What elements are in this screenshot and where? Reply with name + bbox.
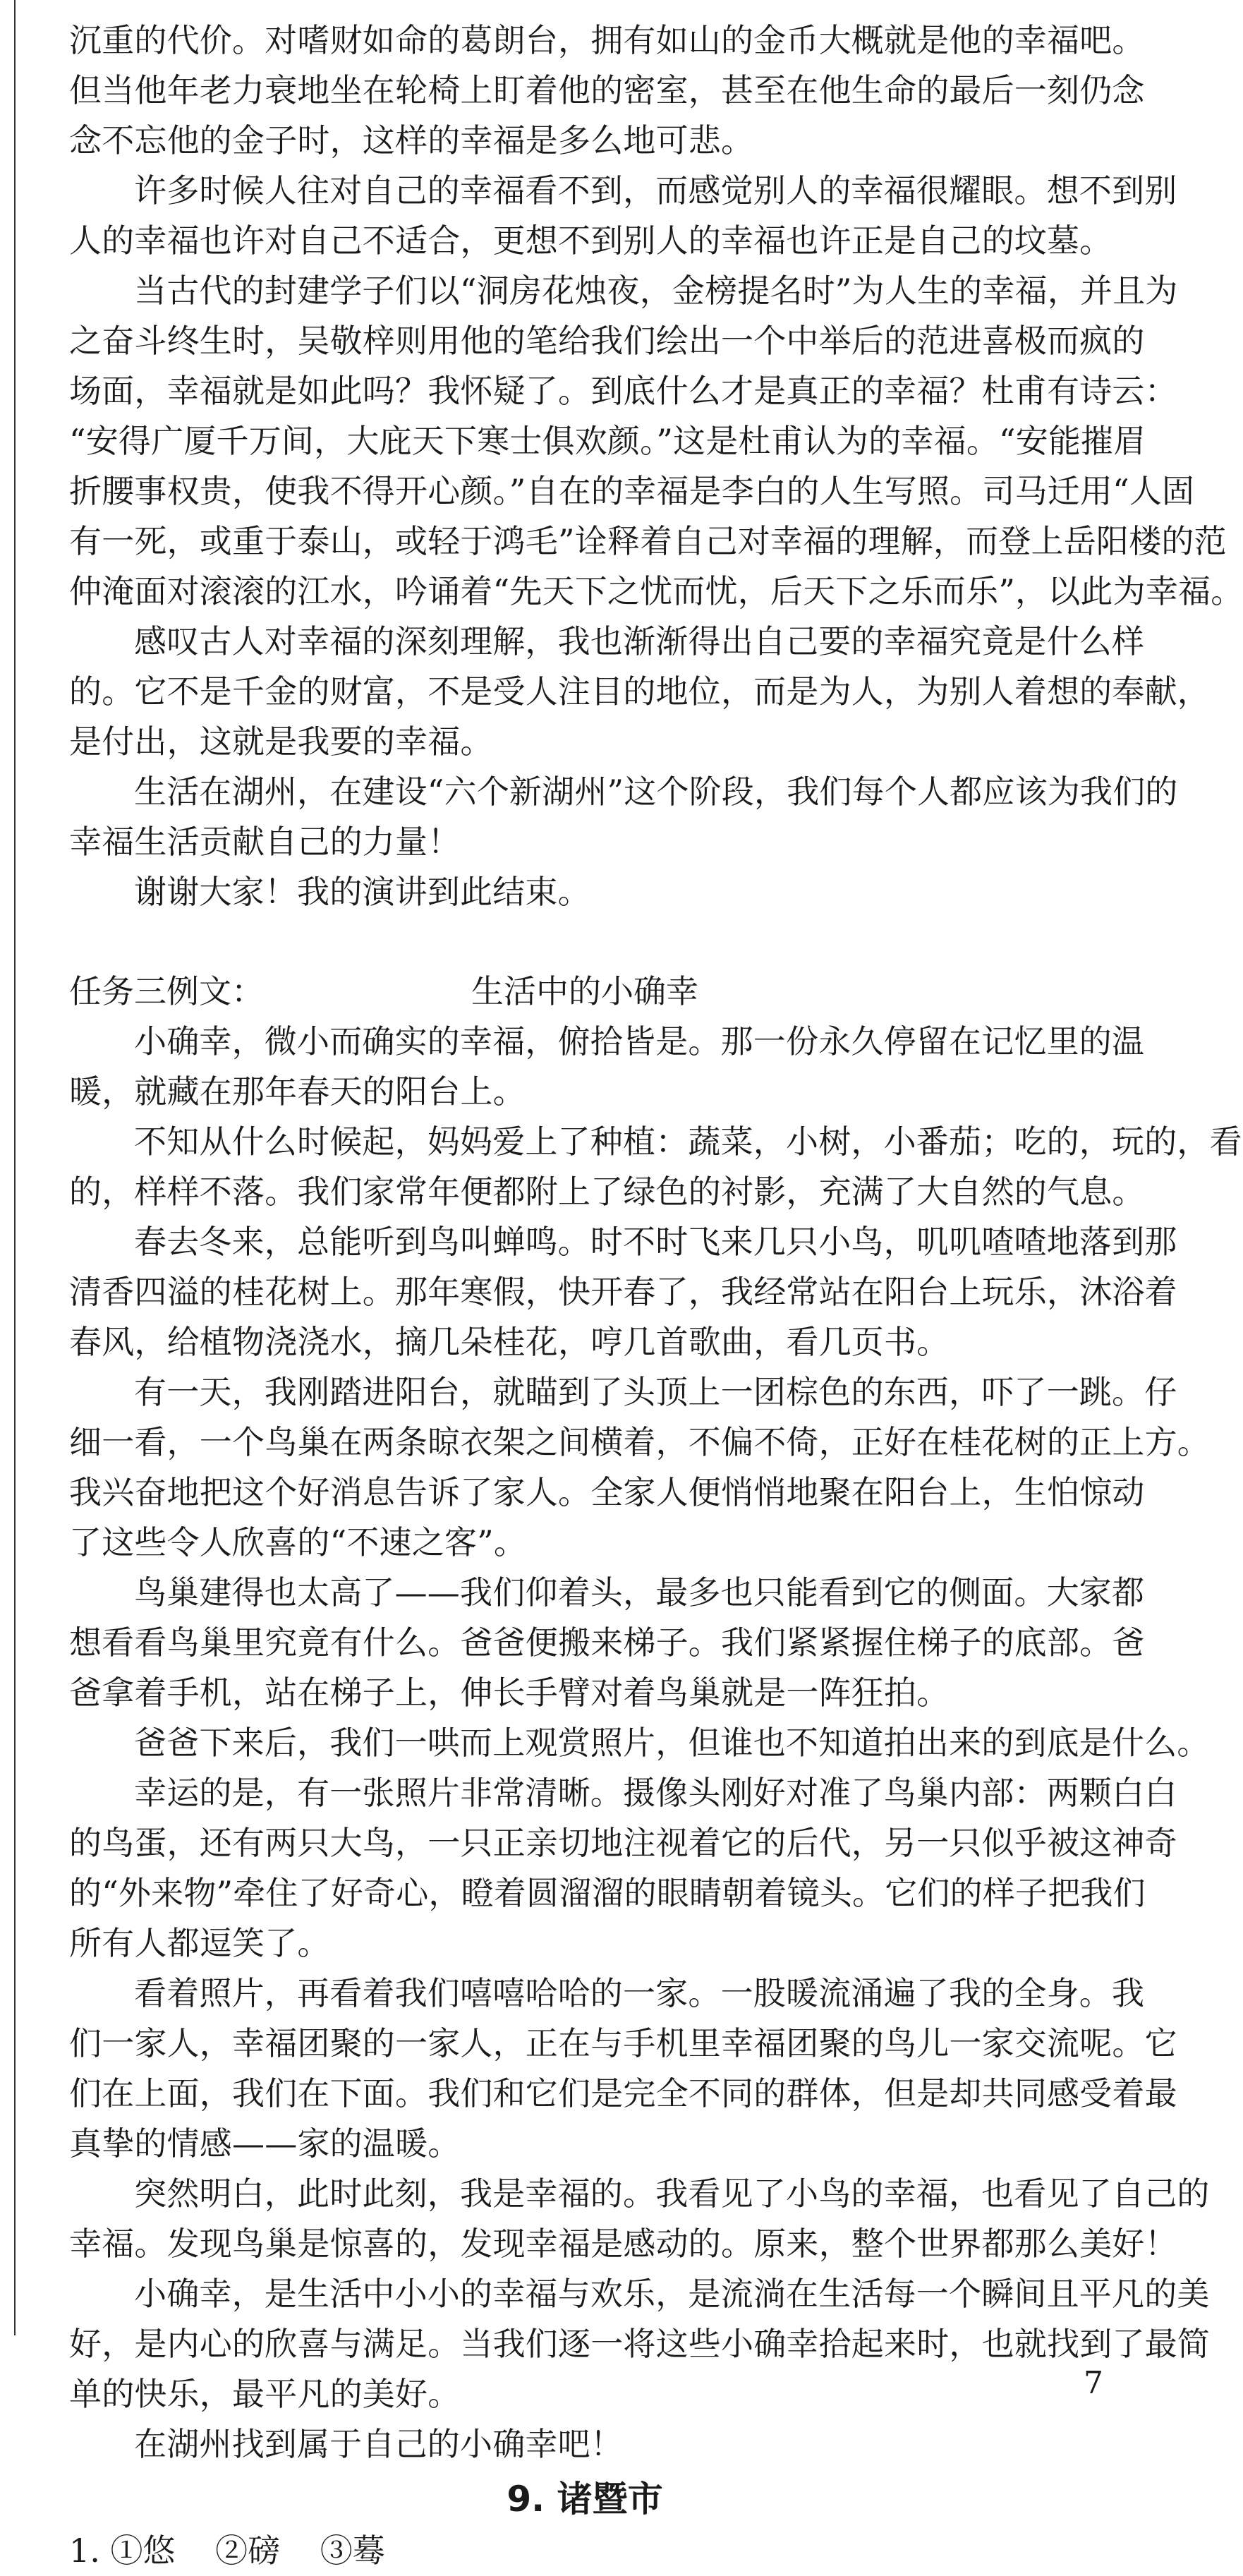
text-line: 幸福生活贡献自己的力量！ — [69, 823, 461, 861]
section-title: 9. 诸暨市 — [507, 2479, 663, 2520]
answer-item: 1. ①悠 — [69, 2532, 176, 2570]
text-line: 但当他年老力衰地坐在轮椅上盯着他的密室，甚至在他生命的最后一刻仍念 — [69, 71, 1145, 109]
text-line: 有一天，我刚踏进阳台，就瞄到了头顶上一团棕色的东西，吓了一跳。仔 — [134, 1373, 1177, 1411]
text-line: 爸爸下来后，我们一哄而上观赏照片，但谁也不知道拍出来的到底是什么。 — [134, 1724, 1210, 1762]
essay-continuation — [69, 16, 1243, 917]
paragraph — [69, 1017, 1145, 1117]
text-line: 暖，就藏在那年春天的阳台上。 — [69, 1072, 526, 1111]
text-line: 幸福。发现鸟巢是惊喜的，发现幸福是感动的。原来，整个世界都那么美好！ — [69, 2225, 1177, 2263]
text-line: 的。它不是千金的财富，不是受人注目的地位，而是为人，为别人着想的奉献， — [69, 672, 1210, 710]
text-line: 小确幸，是生活中小小的幸福与欢乐，是流淌在生活每一个瞬间且平凡的美 — [134, 2275, 1210, 2313]
document-content — [69, 16, 1243, 2576]
text-line: 念不忘他的金子时，这样的幸福是多么地可悲。 — [69, 121, 754, 159]
text-line: 想看看鸟巢里究竟有什么。爸爸便搬来梯子。我们紧紧握住梯子的底部。爸 — [69, 1623, 1145, 1662]
text-line: 春风，给植物浇浇水，摘几朵桂花，哼几首歌曲，看几页书。 — [69, 1323, 950, 1361]
section-gap — [69, 917, 1100, 967]
paragraph — [69, 2269, 1210, 2419]
text-line: 清香四溢的桂花树上。那年寒假，快开春了，我经常站在阳台上玩乐，沐浴着 — [69, 1273, 1177, 1311]
paragraph — [69, 1217, 1177, 1367]
text-line: 我兴奋地把这个好消息告诉了家人。全家人便悄悄地聚在阳台上，生怕惊动 — [69, 1473, 1145, 1511]
left-margin-rule — [14, 0, 16, 2335]
text-line: 的“外来物”牵住了好奇心，瞪着圆溜溜的眼睛朝着镜头。它们的样子把我们 — [69, 1874, 1146, 1912]
text-line: “安得广厦千万间，大庇天下寒士俱欢颜。”这是杜甫认为的幸福。“安能摧眉 — [69, 422, 1146, 460]
text-line: 突然明白，此时此刻，我是幸福的。我看见了小鸟的幸福，也看见了自己的 — [134, 2175, 1210, 2213]
paragraph — [69, 1969, 1177, 2169]
text-line: 场面，幸福就是如此吗？我怀疑了。到底什么才是真正的幸福？杜甫有诗云： — [69, 372, 1177, 410]
paragraph — [69, 266, 1243, 617]
text-line: 不知从什么时候起，妈妈爱上了种植：蔬菜，小树，小番茄；吃的，玩的，看 — [134, 1123, 1242, 1161]
page-number: 7 — [1084, 2365, 1103, 2401]
paragraph — [69, 617, 1210, 767]
text-line: 小确幸，微小而确实的幸福，俯拾皆是。那一份永久停留在记忆里的温 — [134, 1022, 1145, 1060]
text-line: 许多时候人往对自己的幸福看不到，而感觉别人的幸福很耀眼。想不到别 — [134, 171, 1177, 210]
paragraph — [69, 1568, 1145, 1718]
text-line: 好，是内心的欣喜与满足。当我们逐一将这些小确幸拾起来时，也就找到了最简 — [69, 2325, 1210, 2363]
text-line: 有一死，或重于泰山，或轻于鸿毛”诠释着自己对幸福的理解，而登上岳阳楼的范 — [69, 522, 1227, 560]
text-line: 的鸟蛋，还有两只大鸟，一只正亲切地注视着它的后代，另一只似乎被这神奇 — [69, 1824, 1177, 1862]
task3-heading — [69, 967, 1100, 1017]
paragraph — [69, 867, 1100, 917]
text-line: 在湖州找到属于自己的小确幸吧！ — [134, 2425, 623, 2463]
text-line: 鸟巢建得也太高了——我们仰着头，最多也只能看到它的侧面。大家都 — [134, 1573, 1145, 1611]
text-line: 是付出，这就是我要的幸福。 — [69, 722, 493, 761]
task3-label: 任务三例文： — [69, 972, 264, 1010]
text-line: 所有人都逗笑了。 — [69, 1924, 330, 1962]
paragraph — [69, 1768, 1177, 1969]
text-line: 春去冬来，总能听到鸟叫蝉鸣。时不时飞来几只小鸟，叽叽喳喳地落到那 — [134, 1223, 1177, 1261]
text-line: 爸拿着手机，站在梯子上，伸长手臂对着鸟巢就是一阵狂拍。 — [69, 1674, 950, 1712]
text-line: 之奋斗终生时，吴敬梓则用他的笔给我们绘出一个中举后的范进喜极而疯的 — [69, 322, 1145, 360]
text-line: 看着照片，再看着我们嘻嘻哈哈的一家。一股暖流涌遍了我的全身。我 — [134, 1974, 1145, 2012]
paragraph — [69, 2419, 1100, 2469]
paragraph — [69, 1718, 1210, 1768]
task3-title: 生活中的小确幸 — [471, 972, 698, 1010]
text-line: 谢谢大家！我的演讲到此结束。 — [134, 873, 590, 911]
text-line: 幸运的是，有一张照片非常清晰。摄像头刚好对准了鸟巢内部：两颗白白 — [134, 1774, 1177, 1812]
answer-line — [69, 2526, 1100, 2576]
text-line: 折腰事权贵，使我不得开心颜。”自在的幸福是李白的人生写照。司马迁用“人固 — [69, 472, 1195, 510]
task3-essay — [69, 1017, 1242, 2469]
text-line: 单的快乐，最平凡的美好。 — [69, 2375, 461, 2413]
text-line: 人的幸福也许对自己不适合，更想不到别人的幸福也许正是自己的坟墓。 — [69, 222, 1112, 260]
paragraph — [69, 2169, 1210, 2269]
text-line: 们在上面，我们在下面。我们和它们是完全不同的群体，但是却共同感受着最 — [69, 2074, 1177, 2112]
text-line: 的，样样不落。我们家常年便都附上了绿色的衬影，充满了大自然的气息。 — [69, 1173, 1145, 1211]
paragraph — [69, 166, 1177, 266]
text-line: 仲淹面对滚滚的江水，吟诵着“先天下之忧而忧，后天下之乐而乐”，以此为幸福。 — [69, 572, 1243, 610]
text-line: 感叹古人对幸福的深刻理解，我也渐渐得出自己要的幸福究竟是什么样 — [134, 622, 1145, 660]
text-line: 了这些令人欣喜的“不速之客”。 — [69, 1523, 527, 1561]
answer-item: ③蓦 — [320, 2532, 385, 2570]
text-line: 真挚的情感——家的温暖。 — [69, 2124, 461, 2163]
text-line: 生活在湖州，在建设“六个新湖州”这个阶段，我们每个人都应该为我们的 — [134, 773, 1178, 811]
text-line: 细一看，一个鸟巢在两条晾衣架之间横着，不偏不倚，正好在桂花树的正上方。 — [69, 1423, 1210, 1461]
paragraph — [69, 1367, 1210, 1568]
text-line: 当古代的封建学子们以“洞房花烛夜，金榜提名时”为人生的幸福，并且为 — [134, 272, 1178, 310]
answer-item: ②磅 — [215, 2532, 281, 2570]
text-line: 们一家人，幸福团聚的一家人，正在与手机里幸福团聚的鸟儿一家交流呢。它 — [69, 2024, 1177, 2062]
text-line: 沉重的代价。对嗜财如命的葛朗台，拥有如山的金币大概就是他的幸福吧。 — [69, 21, 1145, 59]
paragraph — [69, 1117, 1242, 1217]
paragraph — [69, 16, 1145, 166]
paragraph — [69, 767, 1178, 867]
